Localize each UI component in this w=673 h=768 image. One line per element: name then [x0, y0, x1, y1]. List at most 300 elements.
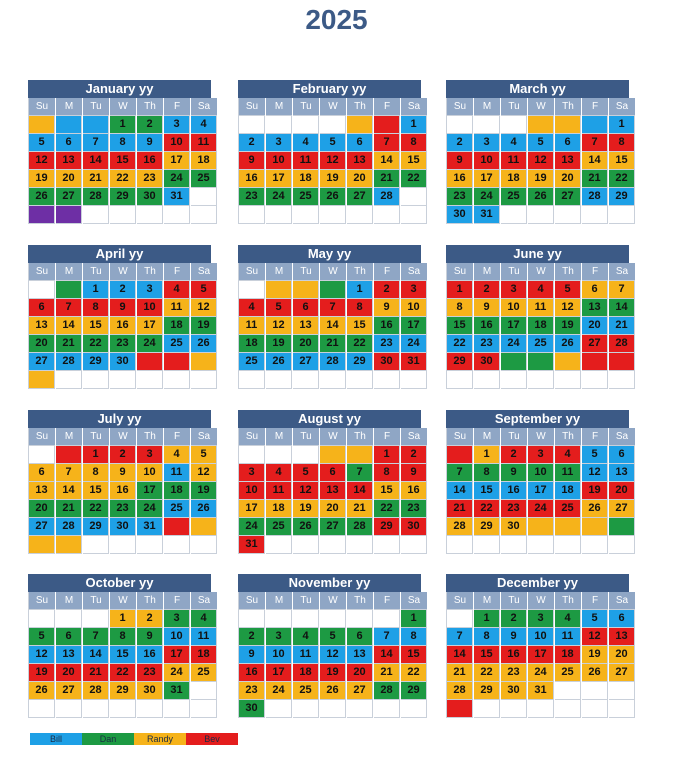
day-cell: 5 [29, 628, 55, 646]
day-cell: 30 [474, 353, 500, 371]
day-cell: 25 [164, 500, 190, 518]
day-cell [347, 700, 373, 718]
day-cell: 15 [474, 646, 500, 664]
weekday-header: W [528, 263, 554, 281]
weekday-header: Su [239, 592, 265, 610]
day-cell [501, 116, 527, 134]
day-cell [501, 353, 527, 371]
day-cell: 5 [320, 134, 346, 152]
day-cell [609, 518, 635, 536]
day-cell: 31 [164, 682, 190, 700]
day-cell: 14 [320, 317, 346, 335]
weekday-header: W [110, 98, 136, 116]
day-cell: 6 [609, 446, 635, 464]
day-cell: 27 [56, 682, 82, 700]
day-cell: 1 [401, 116, 427, 134]
day-cell: 1 [447, 281, 473, 299]
month-days-grid [28, 428, 211, 554]
day-cell [401, 700, 427, 718]
day-cell [29, 700, 55, 718]
day-cell: 13 [293, 317, 319, 335]
day-cell [347, 446, 373, 464]
month-5 [238, 245, 421, 389]
day-cell [137, 206, 163, 224]
day-cell [401, 188, 427, 206]
month-days-grid [446, 98, 629, 224]
day-cell: 7 [83, 628, 109, 646]
day-cell: 22 [83, 500, 109, 518]
day-cell: 21 [320, 335, 346, 353]
day-cell [609, 206, 635, 224]
day-cell [239, 371, 265, 389]
day-cell [56, 206, 82, 224]
day-cell: 14 [374, 152, 400, 170]
weekday-header: W [320, 98, 346, 116]
weekday-header: F [582, 592, 608, 610]
weekday-header: W [320, 428, 346, 446]
month-days-grid [28, 263, 211, 389]
day-cell [401, 206, 427, 224]
weekday-header: Su [29, 428, 55, 446]
day-cell [191, 682, 217, 700]
day-cell [374, 371, 400, 389]
day-cell [374, 536, 400, 554]
day-cell: 23 [474, 335, 500, 353]
day-cell [293, 371, 319, 389]
day-cell: 23 [239, 682, 265, 700]
day-cell [582, 536, 608, 554]
weekday-header: F [374, 98, 400, 116]
weekday-header: Th [347, 263, 373, 281]
day-cell [83, 700, 109, 718]
day-cell: 29 [374, 518, 400, 536]
day-cell: 22 [347, 335, 373, 353]
day-cell [137, 536, 163, 554]
day-cell [320, 281, 346, 299]
day-cell: 16 [501, 482, 527, 500]
day-cell [56, 610, 82, 628]
day-cell: 25 [191, 170, 217, 188]
day-cell: 8 [110, 628, 136, 646]
day-cell [29, 610, 55, 628]
day-cell: 27 [582, 335, 608, 353]
day-cell: 21 [609, 317, 635, 335]
month-days-grid [238, 428, 421, 554]
day-cell: 9 [137, 134, 163, 152]
day-cell: 21 [447, 500, 473, 518]
day-cell: 24 [401, 335, 427, 353]
day-cell [191, 536, 217, 554]
day-cell: 25 [293, 682, 319, 700]
day-cell [347, 206, 373, 224]
month-title: August yy [238, 410, 421, 428]
day-cell: 9 [447, 152, 473, 170]
day-cell: 9 [401, 464, 427, 482]
day-cell: 7 [56, 299, 82, 317]
day-cell: 16 [110, 317, 136, 335]
day-cell: 15 [110, 646, 136, 664]
day-cell: 13 [609, 464, 635, 482]
day-cell: 24 [474, 188, 500, 206]
month-title: December yy [446, 574, 629, 592]
day-cell: 11 [501, 152, 527, 170]
day-cell [609, 371, 635, 389]
day-cell: 2 [137, 116, 163, 134]
day-cell: 1 [83, 281, 109, 299]
day-cell: 15 [110, 152, 136, 170]
legend-item-randy: Randy [134, 733, 186, 745]
day-cell: 17 [164, 646, 190, 664]
day-cell [582, 371, 608, 389]
day-cell: 10 [137, 464, 163, 482]
day-cell: 23 [137, 664, 163, 682]
day-cell: 7 [374, 134, 400, 152]
weekday-header: F [582, 428, 608, 446]
day-cell [191, 371, 217, 389]
day-cell: 4 [239, 299, 265, 317]
day-cell: 6 [582, 281, 608, 299]
day-cell [528, 536, 554, 554]
day-cell: 3 [266, 628, 292, 646]
day-cell: 26 [582, 500, 608, 518]
day-cell: 3 [528, 446, 554, 464]
legend-item-bill: Bill [30, 733, 82, 745]
day-cell [401, 536, 427, 554]
weekday-header: Su [29, 592, 55, 610]
day-cell [266, 536, 292, 554]
day-cell: 24 [164, 664, 190, 682]
month-9 [446, 410, 629, 554]
weekday-header: W [528, 592, 554, 610]
day-cell: 19 [191, 317, 217, 335]
day-cell: 21 [582, 170, 608, 188]
day-cell: 17 [164, 152, 190, 170]
day-cell: 1 [83, 446, 109, 464]
day-cell: 15 [83, 317, 109, 335]
day-cell [528, 353, 554, 371]
day-cell: 28 [347, 518, 373, 536]
day-cell: 28 [447, 518, 473, 536]
day-cell [528, 371, 554, 389]
day-cell: 3 [164, 610, 190, 628]
day-cell [474, 700, 500, 718]
day-cell: 20 [56, 170, 82, 188]
day-cell: 1 [609, 116, 635, 134]
day-cell: 11 [528, 299, 554, 317]
month-4 [28, 245, 211, 389]
day-cell: 10 [528, 628, 554, 646]
day-cell: 19 [29, 170, 55, 188]
day-cell: 15 [347, 317, 373, 335]
day-cell: 24 [266, 682, 292, 700]
weekday-header: M [266, 263, 292, 281]
month-title: May yy [238, 245, 421, 263]
day-cell: 29 [609, 188, 635, 206]
day-cell [320, 116, 346, 134]
weekday-header: Su [239, 263, 265, 281]
month-days-grid [446, 263, 629, 389]
day-cell: 19 [293, 500, 319, 518]
weekday-header: W [320, 592, 346, 610]
day-cell: 18 [293, 170, 319, 188]
day-cell [474, 536, 500, 554]
day-cell: 2 [239, 628, 265, 646]
day-cell: 25 [501, 188, 527, 206]
day-cell: 21 [447, 664, 473, 682]
day-cell [56, 281, 82, 299]
day-cell: 8 [374, 464, 400, 482]
month-days-grid [446, 592, 629, 718]
day-cell: 16 [401, 482, 427, 500]
day-cell [110, 536, 136, 554]
day-cell: 5 [582, 446, 608, 464]
day-cell: 30 [401, 518, 427, 536]
day-cell: 21 [83, 170, 109, 188]
day-cell: 6 [29, 464, 55, 482]
day-cell: 13 [56, 152, 82, 170]
day-cell: 20 [555, 170, 581, 188]
day-cell: 26 [29, 188, 55, 206]
day-cell: 29 [83, 518, 109, 536]
day-cell: 7 [374, 628, 400, 646]
day-cell [447, 700, 473, 718]
day-cell: 10 [474, 152, 500, 170]
day-cell [320, 206, 346, 224]
day-cell: 12 [582, 628, 608, 646]
weekday-header: F [164, 98, 190, 116]
day-cell: 4 [293, 134, 319, 152]
month-days-grid [238, 98, 421, 224]
day-cell [266, 116, 292, 134]
day-cell: 13 [609, 628, 635, 646]
day-cell: 13 [555, 152, 581, 170]
day-cell: 27 [320, 518, 346, 536]
day-cell: 26 [320, 682, 346, 700]
day-cell [474, 116, 500, 134]
day-cell: 25 [239, 353, 265, 371]
day-cell: 19 [29, 664, 55, 682]
day-cell: 22 [474, 664, 500, 682]
day-cell: 22 [609, 170, 635, 188]
day-cell: 14 [447, 482, 473, 500]
day-cell [555, 116, 581, 134]
weekday-header: Su [447, 263, 473, 281]
day-cell [164, 371, 190, 389]
day-cell [110, 700, 136, 718]
weekday-header: W [528, 428, 554, 446]
day-cell: 31 [164, 188, 190, 206]
day-cell: 14 [83, 152, 109, 170]
day-cell: 17 [239, 500, 265, 518]
day-cell: 24 [137, 335, 163, 353]
day-cell: 4 [164, 446, 190, 464]
month-title: September yy [446, 410, 629, 428]
day-cell: 21 [374, 170, 400, 188]
weekday-header: Su [29, 263, 55, 281]
day-cell [56, 446, 82, 464]
day-cell: 19 [191, 482, 217, 500]
day-cell: 22 [110, 664, 136, 682]
day-cell: 20 [56, 664, 82, 682]
month-title: March yy [446, 80, 629, 98]
day-cell: 7 [447, 464, 473, 482]
day-cell: 20 [609, 646, 635, 664]
day-cell [347, 371, 373, 389]
day-cell: 15 [374, 482, 400, 500]
day-cell: 3 [474, 134, 500, 152]
day-cell: 30 [447, 206, 473, 224]
day-cell [320, 700, 346, 718]
day-cell: 26 [29, 682, 55, 700]
day-cell: 11 [555, 628, 581, 646]
day-cell [501, 700, 527, 718]
weekday-header: Tu [293, 592, 319, 610]
day-cell: 17 [501, 317, 527, 335]
day-cell: 26 [293, 518, 319, 536]
day-cell: 7 [320, 299, 346, 317]
month-12 [446, 574, 629, 718]
day-cell [56, 700, 82, 718]
day-cell: 28 [374, 682, 400, 700]
weekday-header: Su [239, 98, 265, 116]
day-cell: 14 [609, 299, 635, 317]
day-cell: 30 [239, 700, 265, 718]
day-cell: 7 [83, 134, 109, 152]
day-cell: 9 [239, 646, 265, 664]
weekday-header: Sa [609, 592, 635, 610]
day-cell: 17 [137, 317, 163, 335]
day-cell [56, 371, 82, 389]
day-cell: 19 [555, 317, 581, 335]
day-cell [555, 700, 581, 718]
day-cell: 21 [347, 500, 373, 518]
day-cell: 8 [83, 464, 109, 482]
day-cell: 4 [293, 628, 319, 646]
day-cell: 9 [239, 152, 265, 170]
day-cell: 20 [609, 482, 635, 500]
day-cell: 23 [137, 170, 163, 188]
day-cell: 23 [501, 664, 527, 682]
month-title: June yy [446, 245, 629, 263]
day-cell: 12 [191, 299, 217, 317]
month-title: April yy [28, 245, 211, 263]
day-cell [29, 536, 55, 554]
day-cell: 23 [374, 335, 400, 353]
month-3 [446, 80, 629, 224]
day-cell: 25 [293, 188, 319, 206]
day-cell: 17 [137, 482, 163, 500]
day-cell [293, 281, 319, 299]
day-cell: 7 [447, 628, 473, 646]
weekday-header: Tu [83, 263, 109, 281]
day-cell: 27 [29, 518, 55, 536]
day-cell [582, 353, 608, 371]
month-title: February yy [238, 80, 421, 98]
day-cell: 29 [401, 682, 427, 700]
day-cell: 18 [293, 664, 319, 682]
day-cell: 1 [474, 446, 500, 464]
weekday-header: F [582, 263, 608, 281]
day-cell [582, 682, 608, 700]
day-cell: 4 [191, 116, 217, 134]
weekday-header: Tu [501, 428, 527, 446]
day-cell: 9 [474, 299, 500, 317]
day-cell: 20 [347, 170, 373, 188]
day-cell [347, 536, 373, 554]
day-cell [528, 206, 554, 224]
weekday-header: M [56, 98, 82, 116]
day-cell: 18 [239, 335, 265, 353]
day-cell: 16 [447, 170, 473, 188]
day-cell [320, 446, 346, 464]
day-cell: 3 [239, 464, 265, 482]
day-cell: 15 [401, 152, 427, 170]
day-cell: 15 [401, 646, 427, 664]
weekday-header: Th [555, 98, 581, 116]
day-cell: 8 [474, 628, 500, 646]
day-cell: 4 [528, 281, 554, 299]
day-cell [555, 518, 581, 536]
day-cell: 16 [374, 317, 400, 335]
day-cell [582, 700, 608, 718]
day-cell: 9 [374, 299, 400, 317]
day-cell: 2 [110, 281, 136, 299]
month-10 [28, 574, 211, 718]
day-cell [374, 700, 400, 718]
day-cell [401, 371, 427, 389]
day-cell: 8 [401, 628, 427, 646]
day-cell: 20 [29, 500, 55, 518]
day-cell: 20 [582, 317, 608, 335]
weekday-header: Sa [191, 592, 217, 610]
day-cell: 18 [164, 482, 190, 500]
day-cell: 10 [239, 482, 265, 500]
day-cell: 25 [555, 500, 581, 518]
day-cell: 10 [164, 134, 190, 152]
day-cell [83, 206, 109, 224]
day-cell: 31 [474, 206, 500, 224]
day-cell: 24 [528, 664, 554, 682]
day-cell: 3 [266, 134, 292, 152]
day-cell: 5 [582, 610, 608, 628]
day-cell: 23 [501, 500, 527, 518]
weekday-header: Th [347, 428, 373, 446]
day-cell: 30 [501, 682, 527, 700]
day-cell: 9 [501, 628, 527, 646]
day-cell [83, 116, 109, 134]
day-cell: 20 [347, 664, 373, 682]
day-cell: 25 [266, 518, 292, 536]
day-cell [447, 116, 473, 134]
day-cell: 26 [191, 500, 217, 518]
day-cell: 19 [582, 646, 608, 664]
day-cell: 5 [320, 628, 346, 646]
weekday-header: Sa [401, 98, 427, 116]
day-cell: 19 [320, 664, 346, 682]
day-cell: 28 [609, 335, 635, 353]
day-cell: 27 [347, 682, 373, 700]
day-cell: 15 [447, 317, 473, 335]
day-cell [447, 446, 473, 464]
day-cell: 11 [555, 464, 581, 482]
day-cell: 10 [266, 646, 292, 664]
weekday-header: Tu [83, 98, 109, 116]
day-cell [320, 536, 346, 554]
day-cell: 18 [501, 170, 527, 188]
weekday-header: Tu [501, 263, 527, 281]
day-cell [164, 536, 190, 554]
day-cell [266, 371, 292, 389]
